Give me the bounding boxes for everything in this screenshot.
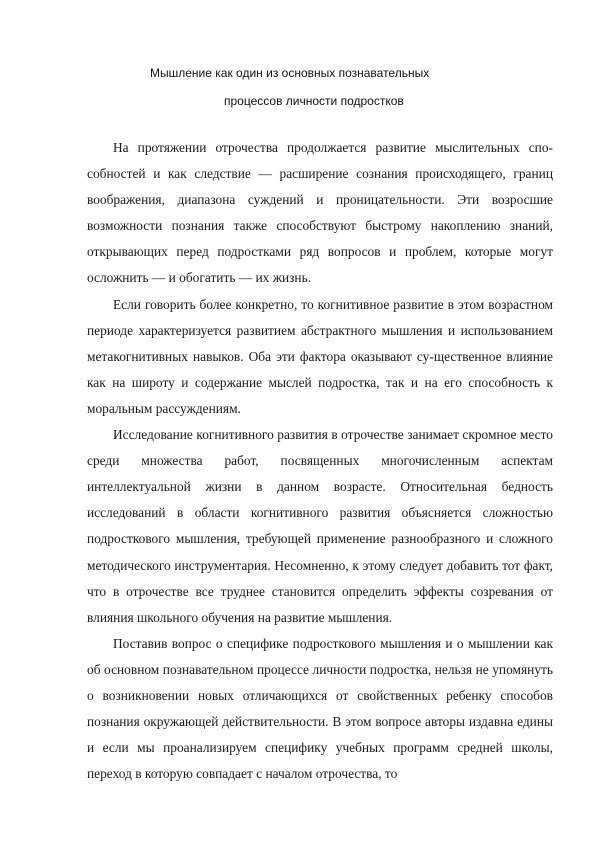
paragraph-2: Если говорить более конкретно, то когнитивное развитие в этом возрастном периоде характеризуется развитием абстрактного мышления и использованием метакогнитивных навыков. Оба эти фактора оказывают су-щественное влияние как на широту и содержание мыслей подростка, так и на его способность к моральным рассуждениям. [87, 296, 553, 416]
title-text-1: Мышление как один из основных познавательных [150, 66, 430, 80]
title-text-2: процессов личности подростков [224, 94, 404, 108]
document-body [87, 135, 553, 787]
paragraph-4: Поставив вопрос о специфике подросткового мышления и о мышлении как об основном познавательном процессе личности подростка, нельзя не упомянуть о возникновении новых отличающихся от свойственных ребенку способов познания окружающей действительности. В этом вопросе авторы издавна едины и если мы проанализируем специфику учебных программ средней школы, переход в которую совпадает с началом отрочества, то [87, 635, 553, 782]
paragraph-3: Исследование когнитивного развития в отрочестве занимает скромное место среди множества работ, посвященных многочисленным аспектам интеллектуальной жизни в данном возрасте. Относительная бедность исследований в области когнитивного развития объясняется сложностью подросткового мышления, требующей применение разнообразного и сложного методического инструментария. Несомненно, к этому следует добавить тот факт, что в отрочестве все труднее становится определить эффекты созревания от влияния школьного обучения на развитие мышления. [87, 427, 553, 625]
paragraph-1: На протяжении отрочества продолжается развитие мыслительных спо-собностей и как следствие — расширение сознания происходящего, границ воображения, диапазона суждений и проницательности. Эти возросшие возможности познания также способствуют быстрому накоплению знаний, открывающих перед подростками ряд вопросов и проблем, которые могут осложнить — и обогатить — их жизнь. [87, 140, 553, 286]
